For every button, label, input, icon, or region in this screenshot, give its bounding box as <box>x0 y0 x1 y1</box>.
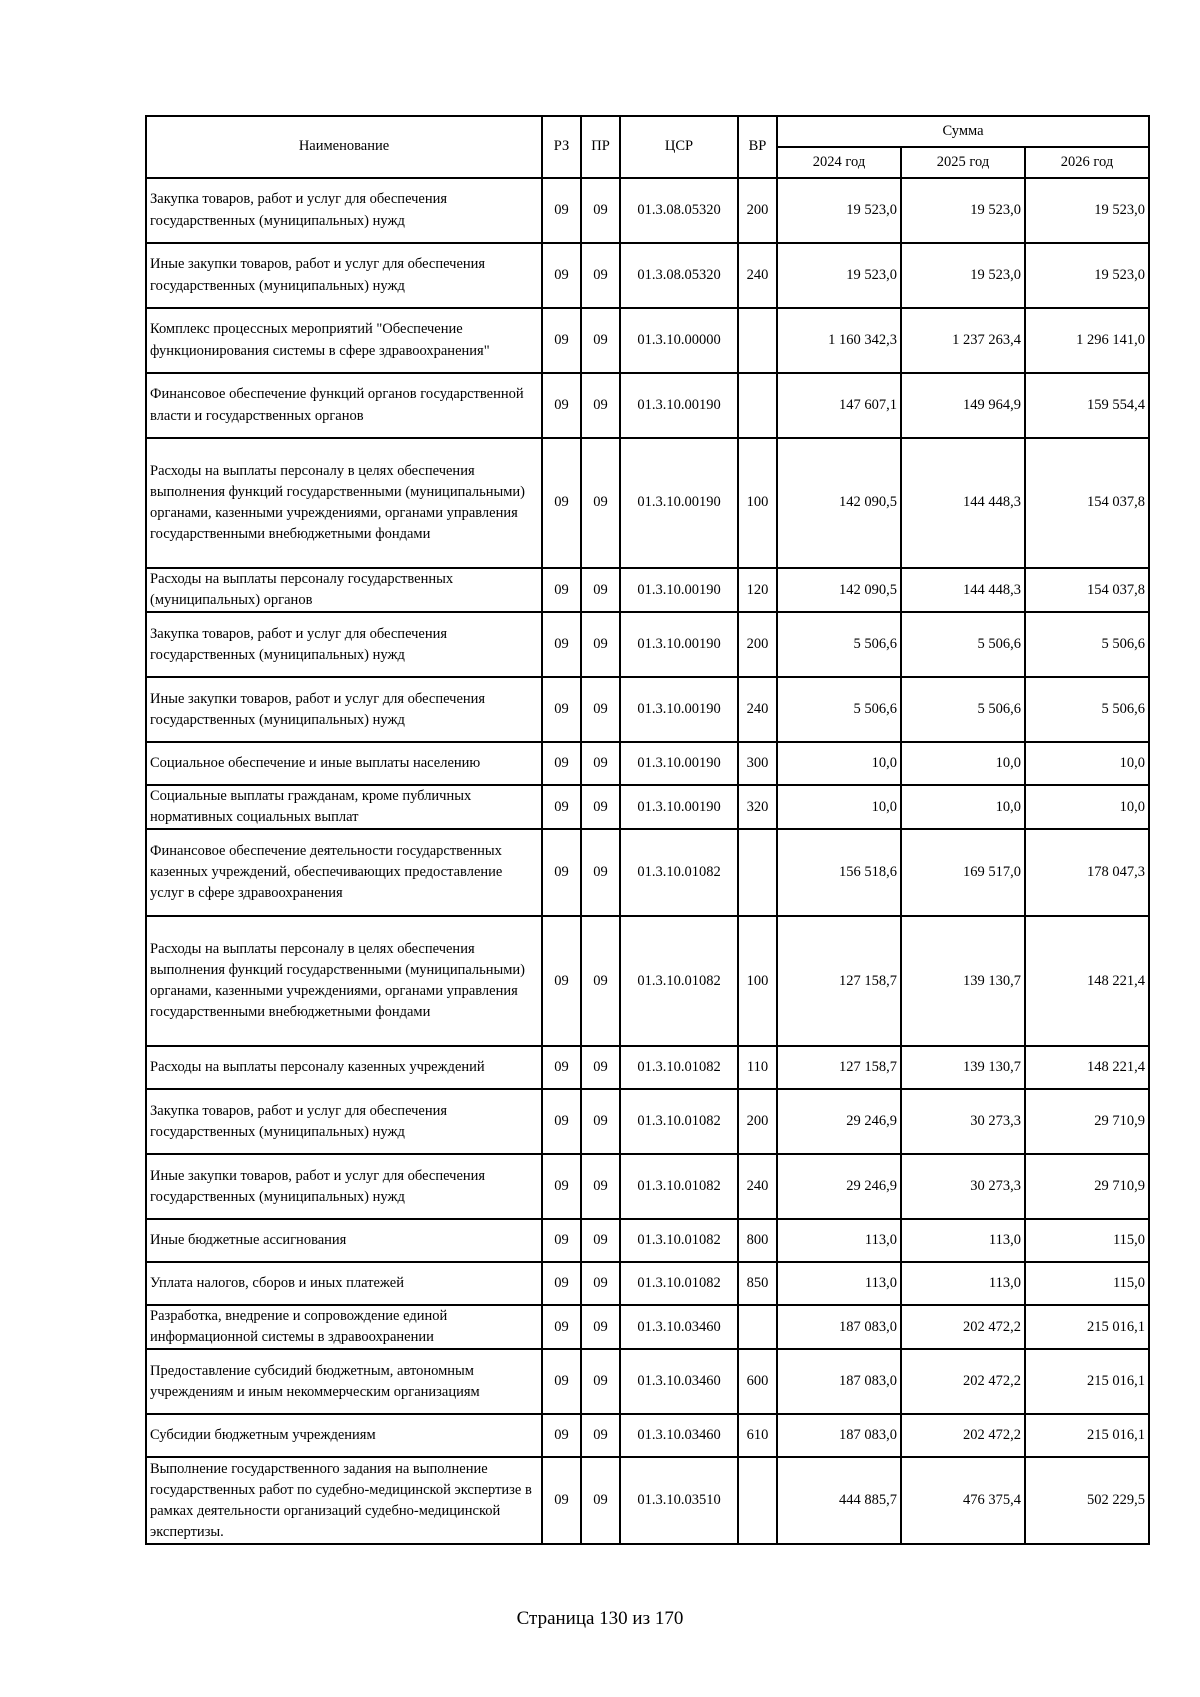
row-rz: 09 <box>542 916 581 1046</box>
row-pr: 09 <box>581 1262 620 1305</box>
header-sum: Сумма <box>777 116 1149 147</box>
row-sum-2025: 5 506,6 <box>901 677 1025 742</box>
row-sum-2024: 5 506,6 <box>777 612 901 677</box>
row-pr: 09 <box>581 1219 620 1262</box>
row-sum-2025: 139 130,7 <box>901 916 1025 1046</box>
row-rz: 09 <box>542 1457 581 1544</box>
row-name: Комплекс процессных мероприятий "Обеспечение функционирования системы в сфере здравоохранения" <box>146 308 542 373</box>
row-vr <box>738 1457 777 1544</box>
table-row <box>146 1046 1149 1089</box>
row-sum-2025: 202 472,2 <box>901 1414 1025 1457</box>
row-csr: 01.3.10.03460 <box>620 1414 738 1457</box>
row-rz: 09 <box>542 742 581 785</box>
row-name: Социальные выплаты гражданам, кроме публичных нормативных социальных выплат <box>146 785 542 829</box>
row-vr: 110 <box>738 1046 777 1089</box>
row-csr: 01.3.10.00000 <box>620 308 738 373</box>
row-pr: 09 <box>581 1457 620 1544</box>
row-sum-2024: 10,0 <box>777 742 901 785</box>
row-pr: 09 <box>581 742 620 785</box>
row-csr: 01.3.10.00190 <box>620 742 738 785</box>
header-year-2026: 2026 год <box>1025 147 1149 178</box>
row-name: Расходы на выплаты персоналу казенных учреждений <box>146 1046 542 1089</box>
row-rz: 09 <box>542 1089 581 1154</box>
row-rz: 09 <box>542 373 581 438</box>
row-sum-2024: 187 083,0 <box>777 1305 901 1349</box>
table-row <box>146 677 1149 742</box>
row-sum-2026: 5 506,6 <box>1025 612 1149 677</box>
row-sum-2025: 19 523,0 <box>901 243 1025 308</box>
row-sum-2026: 148 221,4 <box>1025 916 1149 1046</box>
row-sum-2025: 202 472,2 <box>901 1305 1025 1349</box>
row-vr: 300 <box>738 742 777 785</box>
row-sum-2024: 156 518,6 <box>777 829 901 916</box>
row-sum-2024: 113,0 <box>777 1262 901 1305</box>
row-sum-2024: 142 090,5 <box>777 438 901 568</box>
row-csr: 01.3.10.00190 <box>620 438 738 568</box>
table-row <box>146 742 1149 785</box>
row-name: Закупка товаров, работ и услуг для обеспечения государственных (муниципальных) нужд <box>146 612 542 677</box>
row-sum-2024: 10,0 <box>777 785 901 829</box>
table-body <box>146 178 1149 1544</box>
row-pr: 09 <box>581 1349 620 1414</box>
row-sum-2025: 149 964,9 <box>901 373 1025 438</box>
row-sum-2024: 444 885,7 <box>777 1457 901 1544</box>
row-vr <box>738 373 777 438</box>
table-row <box>146 1262 1149 1305</box>
row-name: Выполнение государственного задания на выполнение государственных работ по судебно-медицинской экспертизе в рамках деятельности организаций судебно-медицинской экспертизы. <box>146 1457 542 1544</box>
row-sum-2026: 5 506,6 <box>1025 677 1149 742</box>
row-sum-2024: 19 523,0 <box>777 178 901 243</box>
row-sum-2026: 29 710,9 <box>1025 1089 1149 1154</box>
row-rz: 09 <box>542 308 581 373</box>
row-csr: 01.3.10.01082 <box>620 916 738 1046</box>
row-pr: 09 <box>581 373 620 438</box>
row-vr: 200 <box>738 178 777 243</box>
row-sum-2024: 29 246,9 <box>777 1154 901 1219</box>
row-sum-2025: 113,0 <box>901 1262 1025 1305</box>
row-pr: 09 <box>581 308 620 373</box>
row-pr: 09 <box>581 916 620 1046</box>
row-vr: 200 <box>738 1089 777 1154</box>
row-vr <box>738 308 777 373</box>
row-sum-2026: 148 221,4 <box>1025 1046 1149 1089</box>
row-rz: 09 <box>542 1414 581 1457</box>
row-name: Финансовое обеспечение функций органов государственной власти и государственных органов <box>146 373 542 438</box>
row-sum-2026: 159 554,4 <box>1025 373 1149 438</box>
row-vr: 100 <box>738 438 777 568</box>
row-pr: 09 <box>581 829 620 916</box>
row-pr: 09 <box>581 1305 620 1349</box>
row-rz: 09 <box>542 785 581 829</box>
row-rz: 09 <box>542 1219 581 1262</box>
row-pr: 09 <box>581 785 620 829</box>
row-vr: 320 <box>738 785 777 829</box>
row-csr: 01.3.10.00190 <box>620 568 738 612</box>
table-row <box>146 1089 1149 1154</box>
row-csr: 01.3.10.01082 <box>620 1089 738 1154</box>
row-pr: 09 <box>581 1089 620 1154</box>
header-csr: ЦСР <box>620 116 738 178</box>
row-pr: 09 <box>581 1414 620 1457</box>
row-rz: 09 <box>542 1154 581 1219</box>
row-vr: 850 <box>738 1262 777 1305</box>
table-row <box>146 308 1149 373</box>
row-sum-2026: 154 037,8 <box>1025 438 1149 568</box>
row-csr: 01.3.10.01082 <box>620 1046 738 1089</box>
row-pr: 09 <box>581 438 620 568</box>
row-csr: 01.3.10.01082 <box>620 1262 738 1305</box>
table-row <box>146 1154 1149 1219</box>
row-sum-2026: 215 016,1 <box>1025 1414 1149 1457</box>
row-csr: 01.3.10.03460 <box>620 1349 738 1414</box>
row-sum-2025: 19 523,0 <box>901 178 1025 243</box>
table-row <box>146 438 1149 568</box>
row-pr: 09 <box>581 178 620 243</box>
row-rz: 09 <box>542 1349 581 1414</box>
row-name: Закупка товаров, работ и услуг для обеспечения государственных (муниципальных) нужд <box>146 1089 542 1154</box>
row-rz: 09 <box>542 1305 581 1349</box>
row-vr: 120 <box>738 568 777 612</box>
row-sum-2025: 10,0 <box>901 785 1025 829</box>
row-rz: 09 <box>542 1046 581 1089</box>
row-vr: 600 <box>738 1349 777 1414</box>
row-rz: 09 <box>542 568 581 612</box>
row-rz: 09 <box>542 612 581 677</box>
header-year-2024: 2024 год <box>777 147 901 178</box>
row-name: Уплата налогов, сборов и иных платежей <box>146 1262 542 1305</box>
row-sum-2025: 1 237 263,4 <box>901 308 1025 373</box>
table-row <box>146 612 1149 677</box>
row-name: Расходы на выплаты персоналу государственных (муниципальных) органов <box>146 568 542 612</box>
row-pr: 09 <box>581 612 620 677</box>
row-vr <box>738 1305 777 1349</box>
row-vr: 240 <box>738 1154 777 1219</box>
row-vr: 800 <box>738 1219 777 1262</box>
row-sum-2026: 10,0 <box>1025 785 1149 829</box>
row-csr: 01.3.10.00190 <box>620 373 738 438</box>
table-header <box>146 116 1149 178</box>
row-vr: 200 <box>738 612 777 677</box>
row-sum-2026: 215 016,1 <box>1025 1349 1149 1414</box>
row-pr: 09 <box>581 243 620 308</box>
row-sum-2026: 115,0 <box>1025 1262 1149 1305</box>
header-pr: ПР <box>581 116 620 178</box>
table-row <box>146 1219 1149 1262</box>
row-sum-2025: 30 273,3 <box>901 1154 1025 1219</box>
row-rz: 09 <box>542 243 581 308</box>
row-csr: 01.3.10.00190 <box>620 785 738 829</box>
row-sum-2025: 30 273,3 <box>901 1089 1025 1154</box>
row-csr: 01.3.10.03460 <box>620 1305 738 1349</box>
row-name: Расходы на выплаты персоналу в целях обеспечения выполнения функций государственными (муниципальными) органами, казенными учреждениями, органами управления государственными внебюджетными фондами <box>146 438 542 568</box>
row-sum-2026: 1 296 141,0 <box>1025 308 1149 373</box>
table-row <box>146 1349 1149 1414</box>
row-sum-2024: 142 090,5 <box>777 568 901 612</box>
budget-table <box>145 115 1150 1545</box>
row-sum-2025: 5 506,6 <box>901 612 1025 677</box>
row-name: Субсидии бюджетным учреждениям <box>146 1414 542 1457</box>
table-row <box>146 373 1149 438</box>
row-sum-2026: 115,0 <box>1025 1219 1149 1262</box>
row-name: Закупка товаров, работ и услуг для обеспечения государственных (муниципальных) нужд <box>146 178 542 243</box>
row-csr: 01.3.10.03510 <box>620 1457 738 1544</box>
row-sum-2025: 113,0 <box>901 1219 1025 1262</box>
row-name: Разработка, внедрение и сопровождение единой информационной системы в здравоохранении <box>146 1305 542 1349</box>
row-name: Финансовое обеспечение деятельности государственных казенных учреждений, обеспечивающих предоставление услуг в сфере здравоохранения <box>146 829 542 916</box>
row-vr: 610 <box>738 1414 777 1457</box>
row-pr: 09 <box>581 1154 620 1219</box>
row-sum-2024: 127 158,7 <box>777 1046 901 1089</box>
table-row <box>146 568 1149 612</box>
table-row <box>146 178 1149 243</box>
row-sum-2024: 29 246,9 <box>777 1089 901 1154</box>
row-sum-2024: 187 083,0 <box>777 1349 901 1414</box>
row-csr: 01.3.10.01082 <box>620 829 738 916</box>
row-sum-2026: 154 037,8 <box>1025 568 1149 612</box>
row-sum-2025: 169 517,0 <box>901 829 1025 916</box>
row-name: Предоставление субсидий бюджетным, автономным учреждениям и иным некоммерческим организациям <box>146 1349 542 1414</box>
table-row <box>146 1414 1149 1457</box>
row-sum-2026: 29 710,9 <box>1025 1154 1149 1219</box>
row-sum-2026: 10,0 <box>1025 742 1149 785</box>
table-row <box>146 243 1149 308</box>
row-pr: 09 <box>581 1046 620 1089</box>
row-sum-2024: 187 083,0 <box>777 1414 901 1457</box>
row-pr: 09 <box>581 677 620 742</box>
row-name: Иные закупки товаров, работ и услуг для обеспечения государственных (муниципальных) нужд <box>146 677 542 742</box>
row-sum-2026: 178 047,3 <box>1025 829 1149 916</box>
page-number: Страница 130 из 170 <box>516 1608 684 1629</box>
row-csr: 01.3.10.01082 <box>620 1219 738 1262</box>
row-sum-2024: 5 506,6 <box>777 677 901 742</box>
row-sum-2024: 19 523,0 <box>777 243 901 308</box>
header-name: Наименование <box>146 116 542 178</box>
row-vr: 240 <box>738 677 777 742</box>
row-sum-2025: 476 375,4 <box>901 1457 1025 1544</box>
row-pr: 09 <box>581 568 620 612</box>
row-csr: 01.3.08.05320 <box>620 243 738 308</box>
row-sum-2025: 144 448,3 <box>901 438 1025 568</box>
row-csr: 01.3.10.01082 <box>620 1154 738 1219</box>
table-row <box>146 785 1149 829</box>
row-sum-2025: 202 472,2 <box>901 1349 1025 1414</box>
row-sum-2024: 127 158,7 <box>777 916 901 1046</box>
row-sum-2026: 19 523,0 <box>1025 243 1149 308</box>
row-sum-2024: 147 607,1 <box>777 373 901 438</box>
row-csr: 01.3.10.00190 <box>620 612 738 677</box>
row-sum-2024: 113,0 <box>777 1219 901 1262</box>
row-name: Социальное обеспечение и иные выплаты населению <box>146 742 542 785</box>
table-row <box>146 1305 1149 1349</box>
row-rz: 09 <box>542 829 581 916</box>
row-sum-2026: 502 229,5 <box>1025 1457 1149 1544</box>
row-sum-2024: 1 160 342,3 <box>777 308 901 373</box>
row-name: Иные закупки товаров, работ и услуг для обеспечения государственных (муниципальных) нужд <box>146 243 542 308</box>
table-row <box>146 829 1149 916</box>
row-csr: 01.3.10.00190 <box>620 677 738 742</box>
row-name: Иные бюджетные ассигнования <box>146 1219 542 1262</box>
table-row <box>146 916 1149 1046</box>
header-year-2025: 2025 год <box>901 147 1025 178</box>
row-name: Расходы на выплаты персоналу в целях обеспечения выполнения функций государственными (муниципальными) органами, казенными учреждениями, органами управления государственными внебюджетными фондами <box>146 916 542 1046</box>
row-sum-2025: 139 130,7 <box>901 1046 1025 1089</box>
row-vr <box>738 829 777 916</box>
header-vr: ВР <box>738 116 777 178</box>
row-rz: 09 <box>542 677 581 742</box>
row-rz: 09 <box>542 178 581 243</box>
row-vr: 240 <box>738 243 777 308</box>
row-sum-2025: 10,0 <box>901 742 1025 785</box>
row-sum-2026: 215 016,1 <box>1025 1305 1149 1349</box>
table-row <box>146 1457 1149 1544</box>
row-vr: 100 <box>738 916 777 1046</box>
row-csr: 01.3.08.05320 <box>620 178 738 243</box>
row-rz: 09 <box>542 438 581 568</box>
row-sum-2026: 19 523,0 <box>1025 178 1149 243</box>
row-name: Иные закупки товаров, работ и услуг для обеспечения государственных (муниципальных) нужд <box>146 1154 542 1219</box>
row-rz: 09 <box>542 1262 581 1305</box>
header-rz: РЗ <box>542 116 581 178</box>
row-sum-2025: 144 448,3 <box>901 568 1025 612</box>
